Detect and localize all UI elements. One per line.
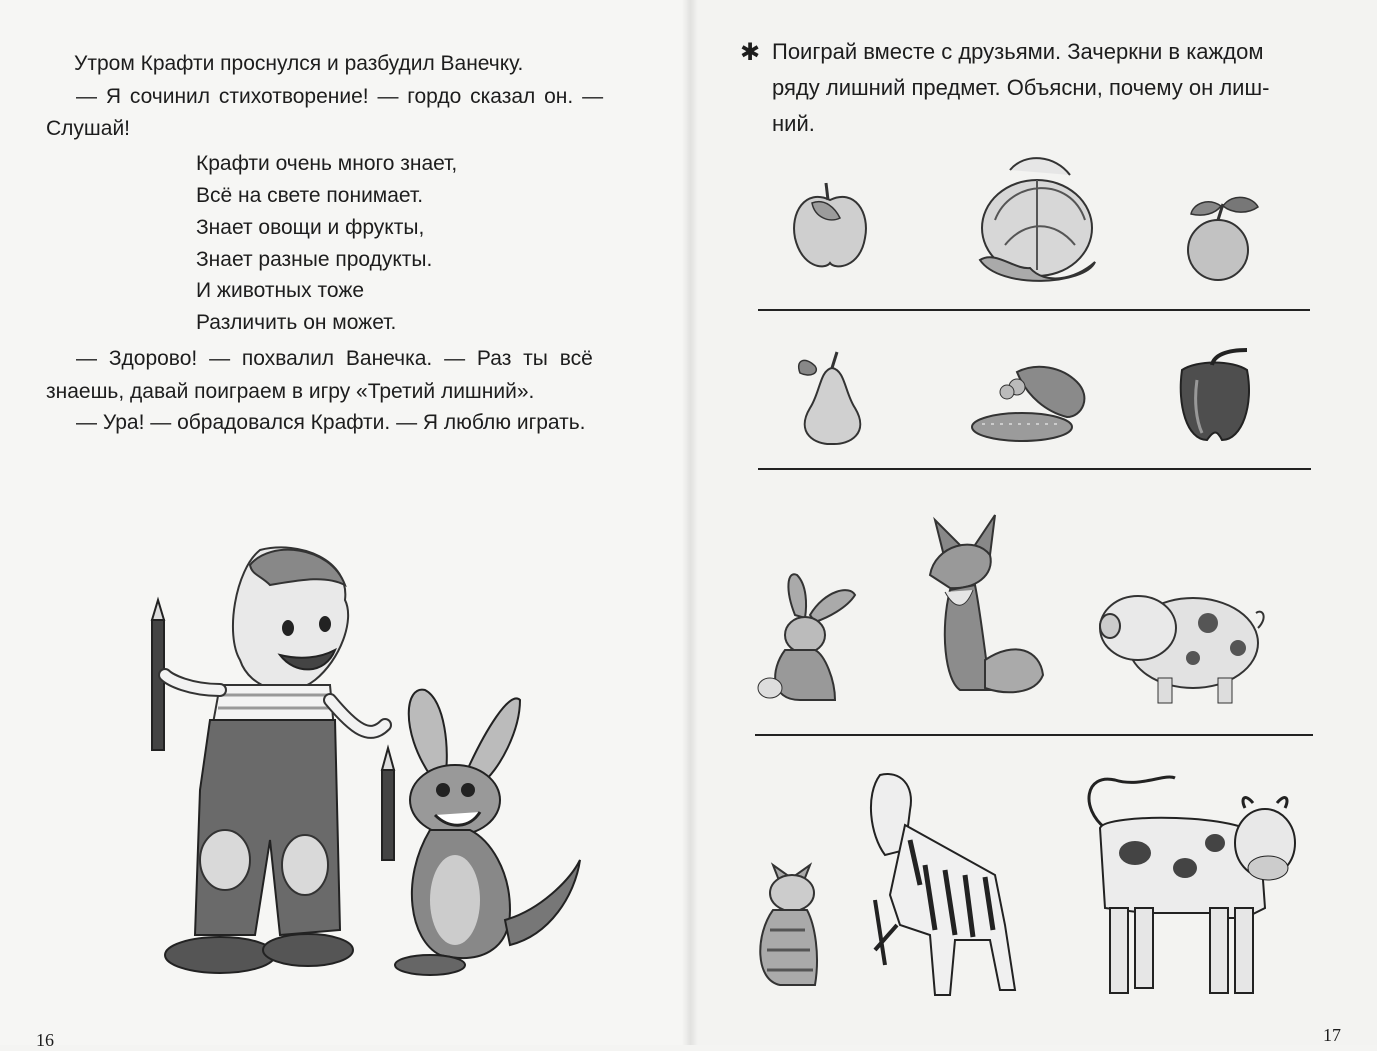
apple-icon[interactable] — [790, 178, 870, 273]
bell-pepper-icon[interactable] — [1172, 345, 1257, 443]
cat-icon[interactable] — [745, 855, 835, 990]
intro-line-1: Утром Крафти проснулся и разбудил Ванечку. — [74, 52, 524, 75]
task-line-2: ряду лишний предмет. Объясни, почему он лиш- — [772, 75, 1270, 100]
zebra-icon[interactable] — [855, 765, 1030, 1000]
boy-illustration — [140, 540, 400, 980]
pear-icon[interactable] — [795, 348, 870, 446]
poem-line-1: Крафти очень много знает, — [196, 152, 458, 175]
cucumber-icon[interactable] — [967, 362, 1097, 446]
kangaroo-illustration — [370, 680, 590, 980]
bullet-star-icon: ✱ — [740, 39, 761, 66]
poem-line-2: Всё на свете понимает. — [196, 184, 424, 207]
cabbage-icon[interactable] — [975, 150, 1100, 290]
orange-icon[interactable] — [1183, 192, 1265, 284]
pig-icon[interactable] — [1098, 578, 1270, 708]
page-number-left: 16 — [36, 1030, 54, 1050]
book-gutter — [682, 0, 698, 1045]
poem-line-4: Знает разные продукты. — [196, 248, 433, 271]
answer-line-2 — [758, 468, 1311, 470]
pencil-icon — [382, 748, 394, 860]
dialog-line-3: — Ура! — обрадовался Крафти. — Я люблю играть. — [76, 411, 586, 434]
answer-line-1 — [758, 309, 1310, 311]
task-line-3: ний. — [772, 111, 815, 136]
dialog-line-2: знаешь, давай поиграем в игру «Третий лишний». — [46, 380, 535, 403]
poem-line-6: Различить он может. — [196, 311, 397, 334]
dialog-line-1: — Здорово! — похвалил Ванечка. — Раз ты всё — [76, 347, 593, 370]
hare-icon[interactable] — [755, 570, 865, 705]
cow-icon[interactable] — [1075, 768, 1305, 998]
poem-line-5: И животных тоже — [196, 279, 365, 302]
task-line-1: Поиграй вместе с друзьями. Зачеркни в каждом — [772, 39, 1264, 64]
answer-line-3 — [755, 734, 1313, 736]
fox-icon[interactable] — [915, 500, 1045, 695]
poem-line-3: Знает овощи и фрукты, — [196, 216, 425, 239]
intro-line-2: — Я сочинил стихотворение! — гордо сказал он. — — [76, 85, 604, 108]
intro-line-3: Слушай! — [46, 117, 131, 140]
page-number-right: 17 — [1323, 1025, 1341, 1045]
